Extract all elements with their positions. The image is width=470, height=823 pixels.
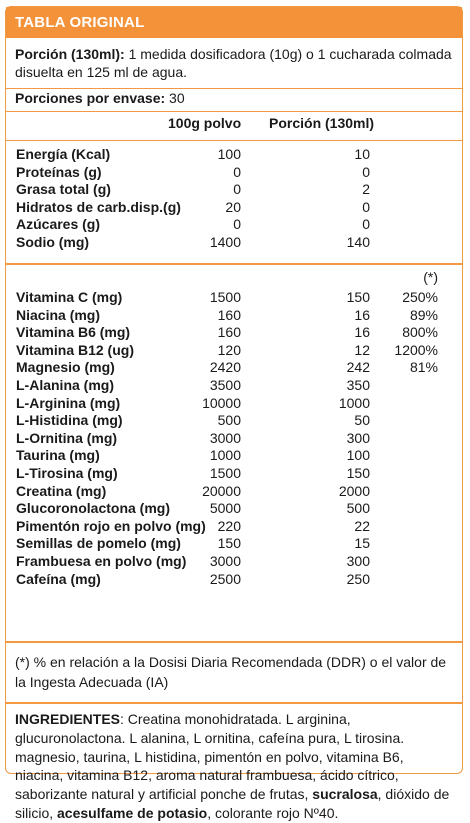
value-100g: 0	[233, 216, 241, 233]
table-row	[6, 395, 462, 413]
table-row	[6, 342, 462, 360]
table-row	[6, 465, 462, 483]
value-ddr: 89%	[409, 306, 438, 323]
row-name: Vitamina B12 (ug)	[16, 341, 134, 358]
row-name: L-Ornitina (mg)	[16, 429, 118, 446]
value-100g: 20000	[202, 482, 241, 499]
table-row	[6, 234, 462, 252]
row-name: Azúcares (g)	[16, 216, 101, 233]
column-headers	[6, 112, 462, 140]
value-100g: 3000	[209, 429, 241, 446]
table-row	[6, 412, 462, 430]
row-name: Taurina (mg)	[16, 447, 100, 464]
table-row	[6, 164, 462, 182]
value-portion: 12	[354, 341, 370, 358]
row-name: Sodio (mg)	[16, 233, 90, 250]
value-portion: 10	[354, 146, 370, 162]
value-100g: 2420	[209, 359, 241, 376]
table-title: TABLA ORIGINAL	[6, 7, 462, 38]
nutrients-block	[6, 141, 462, 263]
row-name: L-Arginina (mg)	[16, 394, 121, 411]
value-100g: 2500	[209, 570, 241, 587]
value-portion: 500	[346, 500, 370, 517]
row-name: Grasa total (g)	[16, 181, 111, 198]
row-name: Magnesio (mg)	[16, 359, 115, 376]
value-100g: 160	[217, 306, 241, 323]
value-portion: 2	[362, 181, 370, 198]
value-ddr: 250%	[402, 289, 438, 305]
table-row	[6, 483, 462, 501]
table-row	[6, 146, 462, 164]
table-row	[6, 518, 462, 536]
acesulfame-label: acesulfame de potasio	[57, 804, 208, 821]
value-portion: 0	[362, 163, 370, 180]
value-100g: 1500	[209, 464, 241, 481]
row-name: Semillas de pomelo (mg)	[16, 535, 181, 552]
table-row	[6, 553, 462, 571]
row-name: Hidratos de carb.disp.(g)	[16, 198, 181, 215]
table-row	[6, 447, 462, 465]
value-100g: 1500	[209, 289, 241, 305]
table-row	[6, 216, 462, 234]
value-ddr: 1200%	[394, 341, 438, 358]
value-100g: 1000	[209, 447, 241, 464]
value-portion: 140	[346, 233, 370, 250]
value-100g: 0	[233, 163, 241, 180]
column-header-portion: Porción (130ml)	[269, 115, 375, 131]
portion-label: Porción (130ml):	[15, 46, 125, 62]
sucralose-label: sucralosa	[312, 786, 378, 803]
row-name: Creatina (mg)	[16, 482, 107, 499]
row-name: Niacina (mg)	[16, 306, 101, 323]
value-ddr: 81%	[409, 359, 438, 376]
table-row	[6, 500, 462, 518]
value-100g: 10000	[202, 394, 241, 411]
value-portion: 16	[354, 324, 370, 341]
table-row	[6, 377, 462, 395]
servings-label: Porciones por envase:	[15, 90, 166, 106]
row-name: Glucoronolactona (mg)	[16, 500, 170, 517]
value-portion: 50	[354, 412, 370, 429]
table-row	[6, 181, 462, 199]
row-name: Pimentón rojo en polvo (mg)	[16, 517, 206, 534]
value-portion: 100	[346, 447, 370, 464]
table-row	[6, 359, 462, 377]
value-portion: 1000	[338, 394, 370, 411]
row-name: L-Tirosina (mg)	[16, 464, 118, 481]
nutrition-table	[5, 6, 463, 821]
portion-info	[6, 38, 462, 88]
value-100g: 220	[217, 517, 241, 534]
value-100g: 20	[225, 198, 241, 215]
vitamins-block	[6, 285, 462, 641]
row-name: Frambuesa en polvo (mg)	[16, 552, 187, 569]
value-100g: 500	[217, 412, 241, 429]
value-ddr: 800%	[402, 324, 438, 341]
value-portion: 0	[362, 216, 370, 233]
value-portion: 300	[346, 429, 370, 446]
row-name: Vitamina C (mg)	[16, 289, 123, 305]
footnote: (*) % en relación a la Dosisi Diaria Recomendada (DDR) o el valor de la Ingesta Adecuada (IA)	[15, 654, 447, 690]
value-portion: 300	[346, 552, 370, 569]
row-name: L-Alanina (mg)	[16, 376, 114, 393]
value-100g: 160	[217, 324, 241, 341]
row-name: Vitamina B6 (mg)	[16, 324, 131, 341]
servings-per-pack	[6, 89, 462, 111]
ingredients-text: INGREDIENTES: Creatina monohidratada. L arginina, glucuronolactona. L alanina, L ornitina, cafeína pura, L tirosina. magnesio, taurina, L histidina, pimentón en polvo, vitamina B6, niacina, vitamina B12, aroma natural frambuesa, ácido cítrico, saborizante natural y artificial ponche de frutas, sucralosa, dióxido de silicio, acesulfame de potasio, colorante rojo Nº40.	[15, 711, 450, 821]
column-header-100g: 100g polvo	[168, 115, 242, 131]
row-name: Energía (Kcal)	[16, 146, 111, 162]
value-portion: 350	[346, 376, 370, 393]
ddr-header	[6, 265, 462, 285]
portion-text: 1 medida dosificadora (10g) o 1 cucharada colmada disuelta en 125 ml de agua.	[15, 46, 452, 80]
value-100g: 5000	[209, 500, 241, 517]
value-portion: 2000	[338, 482, 370, 499]
row-name: Cafeína (mg)	[16, 570, 101, 587]
table-row	[6, 289, 462, 307]
ddr-marker: (*)	[423, 269, 438, 285]
value-100g: 100	[217, 146, 241, 162]
value-portion: 150	[346, 464, 370, 481]
value-100g: 3500	[209, 376, 241, 393]
table-row	[6, 199, 462, 217]
value-100g: 0	[233, 181, 241, 198]
value-portion: 22	[354, 517, 370, 534]
value-portion: 16	[354, 306, 370, 323]
value-100g: 1400	[209, 233, 241, 250]
table-row	[6, 307, 462, 325]
table-row	[6, 324, 462, 342]
value-portion: 0	[362, 198, 370, 215]
value-portion: 15	[354, 535, 370, 552]
table-row	[6, 571, 462, 589]
value-portion: 250	[346, 570, 370, 587]
servings-value: 30	[165, 90, 185, 106]
value-100g: 3000	[209, 552, 241, 569]
ingredients-label: INGREDIENTES	[15, 711, 121, 727]
value-portion: 242	[346, 359, 370, 376]
table-row	[6, 535, 462, 553]
value-100g: 150	[217, 535, 241, 552]
value-100g: 120	[217, 341, 241, 358]
value-portion: 150	[346, 289, 370, 305]
row-name: L-Histidina (mg)	[16, 412, 123, 429]
table-row	[6, 430, 462, 448]
row-name: Proteínas (g)	[16, 163, 102, 180]
